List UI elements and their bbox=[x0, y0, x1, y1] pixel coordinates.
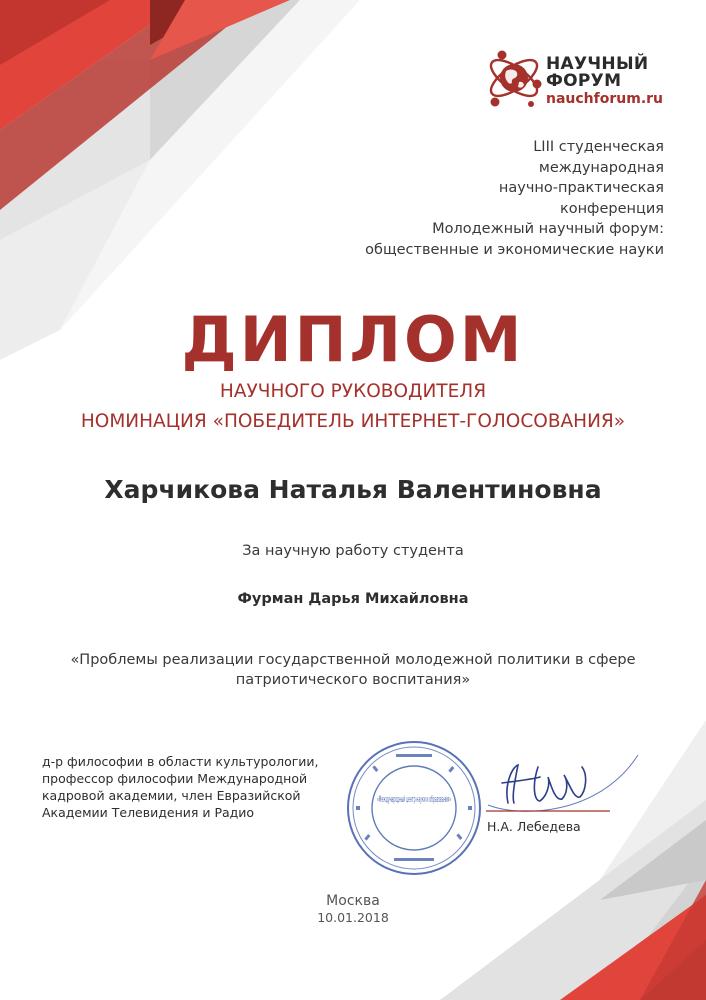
recipient-name: Харчикова Наталья Валентиновна bbox=[104, 475, 602, 504]
conference-line: конференция bbox=[559, 200, 664, 217]
nauchforum-logo bbox=[484, 44, 684, 114]
conference-line: общественные и экономические науки bbox=[365, 241, 664, 258]
conference-line: международная bbox=[538, 159, 664, 176]
atom-globe-icon bbox=[484, 44, 544, 110]
diploma-title: ДИПЛОМ bbox=[181, 303, 525, 376]
organization-stamp bbox=[344, 738, 484, 878]
conference-line: LIII студенческая bbox=[533, 139, 664, 155]
conference-line: Молодежный научный форум: bbox=[432, 221, 664, 237]
handwritten-signature bbox=[478, 745, 648, 825]
signer-name: Н.А. Лебедева bbox=[487, 819, 581, 834]
conference-description bbox=[284, 137, 664, 260]
diploma-nomination: НОМИНАЦИЯ «ПОБЕДИТЕЛЬ ИНТЕРНЕТ-ГОЛОСОВАНИЯ» bbox=[80, 411, 626, 432]
diploma-subtitle: НАУЧНОГО РУКОВОДИТЕЛЯ bbox=[219, 381, 487, 402]
work-title: «Проблемы реализации государственной молодежной политики в сфере патриотического воспитания» bbox=[70, 652, 636, 688]
signer-credentials: д-р философии в области культурологии, профессор философии Международной кадровой академии, член Евразийской Академии Телевидения и Радио bbox=[42, 754, 319, 820]
logo-title-line1: НАУЧНЫЙ bbox=[546, 54, 649, 74]
issue-city: Москва bbox=[326, 893, 380, 909]
stamp-text: «Международный центр науки и образования» bbox=[377, 795, 451, 805]
conference-line: научно-практическая bbox=[498, 180, 664, 196]
for-work-caption: За научную работу студента bbox=[242, 543, 464, 559]
student-name: Фурман Дарья Михайловна bbox=[237, 591, 469, 607]
issue-date: 10.01.2018 bbox=[317, 910, 389, 925]
logo-site-link[interactable]: nauchforum.ru bbox=[546, 91, 664, 107]
logo-title-line2: ФОРУМ bbox=[546, 71, 622, 91]
